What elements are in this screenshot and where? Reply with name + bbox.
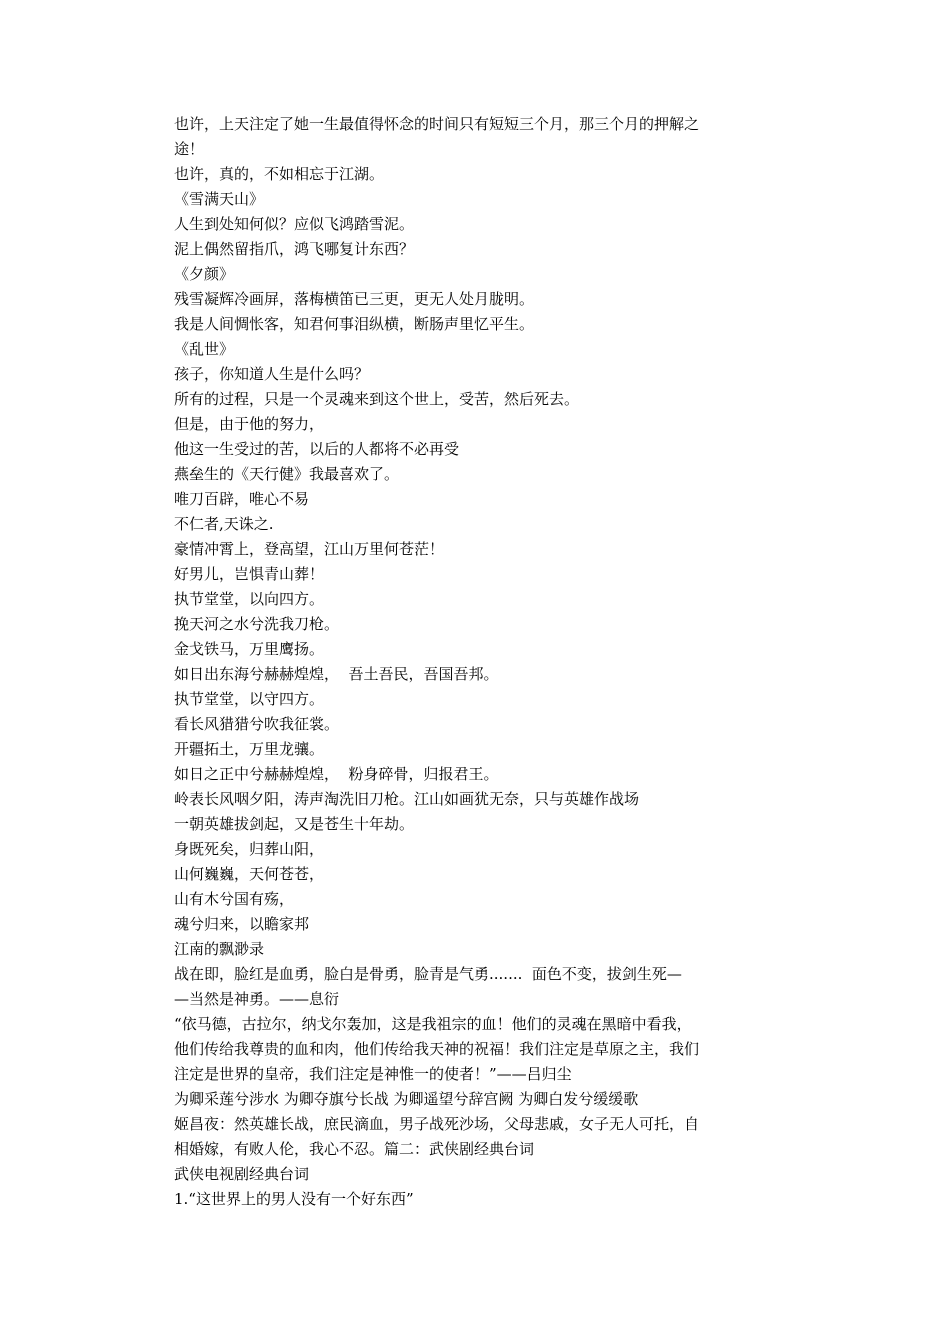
text-line: 好男儿，岂惧青山葬！ — [174, 565, 325, 583]
text-line: —当然是神勇。——息衍 — [174, 990, 340, 1008]
text-line: 魂兮归来，以瞻家邦 — [174, 915, 310, 933]
text-line: 泥上偶然留指爪，鸿飞哪复计东西？ — [174, 240, 415, 258]
text-line: 身既死矣，归葬山阳， — [174, 840, 325, 858]
text-line: 他们传给我尊贵的血和肉，他们传给我天神的祝福！我们注定是草原之主，我们 — [174, 1040, 700, 1058]
text-line: 但是，由于他的努力， — [174, 415, 325, 433]
text-line: 战在即，脸红是血勇，脸白是骨勇，脸青是气勇....... 面色不变，拔剑生死— — [174, 965, 682, 983]
text-line: 相婚嫁，有败人伦，我心不忍。篇二：武侠剧经典台词 — [174, 1140, 535, 1158]
text-line: 一朝英雄拔剑起，又是苍生十年劫。 — [174, 815, 415, 833]
text-line: 也许，真的，不如相忘于江湖。 — [174, 165, 385, 183]
text-line: 执节堂堂，以向四方。 — [174, 590, 325, 608]
text-line: 豪情冲霄上，登高望，江山万里何苍茫！ — [174, 540, 445, 558]
text-line: 姬昌夜：然英雄长战，庶民滴血，男子战死沙场，父母悲戚，女子无人可托，自 — [174, 1115, 700, 1133]
text-line: 武侠电视剧经典台词 — [174, 1165, 310, 1183]
text-line: 看长风猎猎兮吹我征裳。 — [174, 715, 340, 733]
text-line: 如日出东海兮赫赫煌煌， 吾土吾民，吾国吾邦。 — [174, 665, 499, 683]
text-line: 岭表长风咽夕阳，涛声淘洗旧刀枪。江山如画犹无奈，只与英雄作战场 — [174, 790, 640, 808]
text-line: 江南的飘渺录 — [174, 940, 265, 958]
text-line: 也许，上天注定了她一生最值得怀念的时间只有短短三个月，那三个月的押解之 — [174, 115, 700, 133]
text-line: 人生到处知何似？应似飞鸿踏雪泥。 — [174, 215, 415, 233]
text-line: 如日之正中兮赫赫煌煌， 粉身碎骨，归报君王。 — [174, 765, 499, 783]
text-line: 途！ — [174, 140, 205, 158]
text-line: 残雪凝辉冷画屏，落梅横笛已三更，更无人处月胧明。 — [174, 290, 535, 308]
section-title: 《乱世》 — [174, 340, 235, 358]
text-line: 唯刀百辟，唯心不易 — [174, 490, 310, 508]
text-line: 金戈铁马，万里鹰扬。 — [174, 640, 325, 658]
text-line: 执节堂堂，以守四方。 — [174, 690, 325, 708]
text-line: 挽天河之水兮洗我刀枪。 — [174, 615, 340, 633]
text-line: 不仁者,天诛之. — [174, 515, 274, 533]
text-line: 山有木兮国有殇， — [174, 890, 295, 908]
text-line: 我是人间惆怅客，知君何事泪纵横，断肠声里忆平生。 — [174, 315, 535, 333]
text-line: 孩子，你知道人生是什么吗？ — [174, 365, 370, 383]
text-line: 开疆拓土，万里龙骧。 — [174, 740, 325, 758]
text-line: 燕垒生的《天行健》我最喜欢了。 — [174, 465, 400, 483]
text-line: 他这一生受过的苦，以后的人都将不必再受 — [174, 440, 460, 458]
document-body — [174, 112, 774, 1212]
text-line: 为卿采莲兮涉水 为卿夺旗兮长战 为卿遥望兮辞宫阙 为卿白发兮缓缓歌 — [174, 1090, 639, 1108]
text-line: 所有的过程，只是一个灵魂来到这个世上，受苦，然后死去。 — [174, 390, 580, 408]
text-line: 1.“这世界上的男人没有一个好东西” — [174, 1190, 414, 1208]
text-line: “依马德，古拉尔，纳戈尔轰加，这是我祖宗的血！他们的灵魂在黑暗中看我， — [174, 1015, 692, 1033]
section-title: 《夕颜》 — [174, 265, 235, 283]
text-line: 山何巍巍，天何苍苍， — [174, 865, 325, 883]
text-line: 注定是世界的皇帝，我们注定是神惟一的使者！”——吕归尘 — [174, 1065, 572, 1083]
section-title: 《雪满天山》 — [174, 190, 265, 208]
